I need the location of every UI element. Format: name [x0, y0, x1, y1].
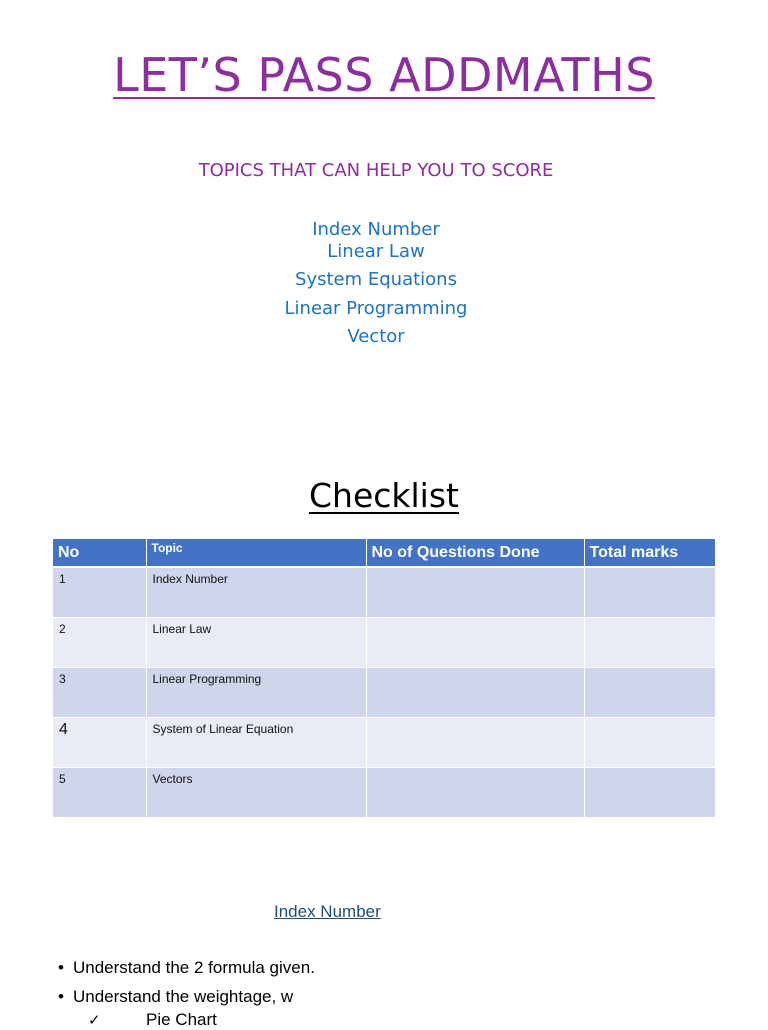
- table-row: [53, 668, 715, 718]
- row-topic: System of Linear Equation: [146, 718, 366, 768]
- checklist-table: [53, 539, 716, 818]
- row-topic: Vectors: [146, 768, 366, 818]
- page-title: LET’S PASS ADDMATHS: [113, 48, 655, 102]
- column-header-topic: Topic: [146, 539, 366, 567]
- row-questions-done[interactable]: [366, 768, 584, 818]
- bullet-item: [58, 958, 315, 978]
- row-questions-done[interactable]: [366, 618, 584, 668]
- checkmark-icon: ✓: [88, 1011, 101, 1029]
- bullet-item: [58, 987, 293, 1007]
- index-number-link[interactable]: Index Number: [274, 902, 381, 921]
- row-questions-done[interactable]: [366, 668, 584, 718]
- row-total-marks[interactable]: [584, 668, 715, 718]
- sub-bullet-text: Pie Chart: [146, 1010, 217, 1029]
- row-total-marks[interactable]: [584, 768, 715, 818]
- row-topic: Index Number: [146, 567, 366, 618]
- row-total-marks[interactable]: [584, 618, 715, 668]
- table-header-row: [53, 539, 715, 567]
- column-header-total-marks: Total marks: [584, 539, 715, 567]
- topic-item: Index Number: [312, 219, 440, 240]
- row-number: 2: [53, 618, 146, 668]
- table-row: [53, 618, 715, 668]
- bullet-dot-icon: •: [58, 958, 64, 977]
- row-number: 3: [53, 668, 146, 718]
- row-number: 1: [53, 567, 146, 618]
- row-total-marks[interactable]: [584, 718, 715, 768]
- row-number: 5: [53, 768, 146, 818]
- topic-item: Vector: [347, 326, 405, 347]
- page-subtitle: TOPICS THAT CAN HELP YOU TO SCORE: [198, 160, 554, 181]
- topic-item: Linear Programming: [284, 298, 468, 319]
- topic-item: System Equations: [295, 269, 457, 290]
- bullet-text: Understand the 2 formula given.: [73, 958, 315, 977]
- row-topic: Linear Programming: [146, 668, 366, 718]
- table-row: [53, 768, 715, 818]
- row-number: 4: [53, 718, 146, 768]
- table-row: [53, 567, 715, 618]
- row-total-marks[interactable]: [584, 567, 715, 618]
- table-row: [53, 718, 715, 768]
- row-questions-done[interactable]: [366, 567, 584, 618]
- topic-item: Linear Law: [327, 241, 425, 262]
- row-topic: Linear Law: [146, 618, 366, 668]
- column-header-no: No: [53, 539, 146, 567]
- sub-bullet-item: [88, 1010, 217, 1030]
- row-questions-done[interactable]: [366, 718, 584, 768]
- bullet-dot-icon: •: [58, 987, 64, 1006]
- checklist-heading: Checklist: [309, 476, 459, 515]
- column-header-questions-done: No of Questions Done: [366, 539, 584, 567]
- bullet-text: Understand the weightage, w: [73, 987, 294, 1006]
